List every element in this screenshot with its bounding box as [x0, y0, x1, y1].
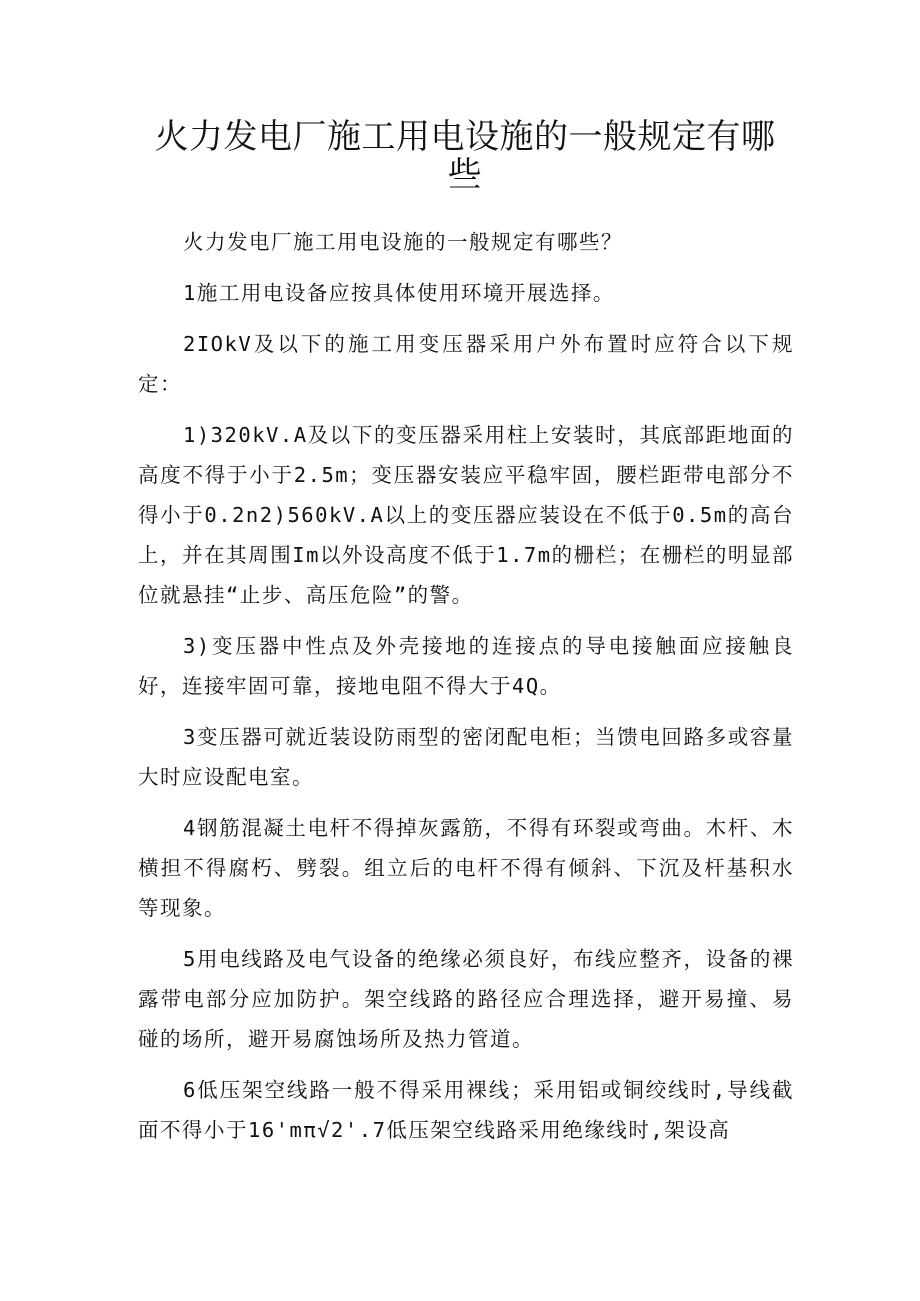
paragraph-item-3: 3变压器可就近装设防雨型的密闭配电柜；当馈电回路多或容量大时应设配电室。	[138, 725, 794, 789]
paragraph-item-6: 6低压架空线路一般不得采用裸线；采用铝或铜绞线时,导线截面不得小于16'mπ√2'.7低压架空线路采用绝缘线时,架设高	[138, 1078, 794, 1142]
paragraph-item-2-1: 1)320kV.A及以下的变压器采用柱上安装时，其底部距地面的高度不得于小于2.5m；变压器安装应平稳牢固，腰栏距带电部分不得小于0.2n2)560kV.A以上的变压器应装设在不低于0.5m的高台上，并在其周围Im以外设高度不低于1.7m的栅栏；在栅栏的明显部位就悬挂“止步、高压危险”的警。	[138, 423, 794, 607]
paragraph-item-5: 5用电线路及电气设备的绝缘必须良好，布线应整齐，设备的裸露带电部分应加防护。架空线路的路径应合理选择，避开易撞、易碰的场所，避开易腐蚀场所及热力管道。	[138, 947, 794, 1051]
paragraph-item-1: 1施工用电设备应按具体使用环境开展选择。	[183, 281, 615, 305]
document-body	[138, 222, 794, 1161]
paragraph-item-2: 2IOkV及以下的施工用变压器采用户外布置时应符合以下规定：	[138, 332, 794, 396]
paragraph-question: 火力发电厂施工用电设施的一般规定有哪些？	[183, 230, 623, 254]
paragraph-item-2-3: 3)变压器中性点及外壳接地的连接点的导电接触面应接触良好，连接牢固可靠，接地电阻不得大于4Q。	[138, 634, 794, 698]
paragraph-item-4: 4钢筋混凝土电杆不得掉灰露筋，不得有环裂或弯曲。木杆、木横担不得腐朽、劈裂。组立后的电杆不得有倾斜、下沉及杆基积水等现象。	[138, 816, 794, 920]
document-title: 火力发电厂施工用电设施的一般规定有哪些	[154, 117, 776, 195]
